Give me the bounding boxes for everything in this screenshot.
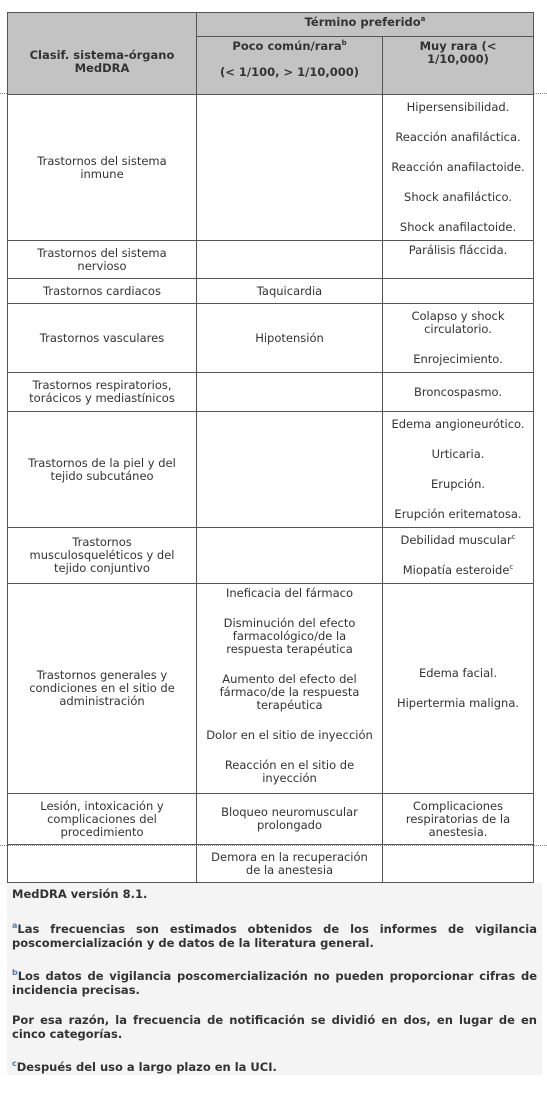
uncommon-cell xyxy=(197,845,383,883)
soc-cell: Trastornos del sistema inmune xyxy=(8,95,197,241)
term: Erupción eritematosa. xyxy=(394,507,522,521)
soc-cell xyxy=(8,845,197,883)
very-rare-cell xyxy=(383,95,534,241)
footnote-mark-c: c xyxy=(12,1058,17,1068)
uncommon-cell xyxy=(197,95,383,241)
soc-cell: Trastornos vasculares xyxy=(8,304,197,373)
term: Complicaciones respiratorias de la anestesia. xyxy=(405,798,511,839)
term: Debilidad muscular xyxy=(400,533,512,547)
uncommon-cell xyxy=(197,304,383,373)
term: Miopatía esteroide xyxy=(402,563,510,577)
header-soc xyxy=(8,13,197,95)
table-row xyxy=(8,528,534,584)
table-row xyxy=(8,845,534,883)
very-rare-cell xyxy=(383,528,534,584)
very-rare-cell xyxy=(383,845,534,883)
very-rare-cell xyxy=(383,241,534,279)
table-row xyxy=(8,304,534,373)
table-row xyxy=(8,95,534,241)
term: Enrojecimiento. xyxy=(413,352,503,366)
term: Demora en la recuperación de la anestesia xyxy=(211,849,368,877)
footnote-ref-c: c xyxy=(509,563,514,572)
uncommon-cell xyxy=(197,241,383,279)
footnotes xyxy=(7,883,542,1075)
term: Parálisis fláccida. xyxy=(408,243,508,257)
header-very-rare-label: Muy rara (< 1/10,000) xyxy=(419,39,497,66)
term: Taquicardia xyxy=(256,283,323,298)
term: Reacción anafiláctica. xyxy=(395,130,521,144)
footnote-a xyxy=(7,919,542,950)
term: Dolor en el sitio de inyección xyxy=(206,728,373,742)
footnote-reason: Por esa razón, la frecuencia de notificación se dividió en dos, en lugar de en cinco categorías. xyxy=(12,1012,537,1041)
soc-cell: Trastornos de la piel y del tejido subcutáneo xyxy=(8,412,197,528)
soc-cell: Trastornos cardiacos xyxy=(8,279,197,304)
header-uncommon-label: Poco común/rara xyxy=(232,39,342,53)
very-rare-cell xyxy=(383,412,534,528)
footnote-b xyxy=(7,966,542,997)
table-row xyxy=(8,241,534,279)
term: Ineficacia del fármaco xyxy=(225,586,354,600)
term: Bloqueo neuromuscular prolongado xyxy=(221,805,358,832)
uncommon-cell xyxy=(197,412,383,528)
footnote-ref-c: c xyxy=(511,533,516,542)
soc-cell: Trastornos del sistema nervioso xyxy=(8,241,197,279)
uncommon-cell xyxy=(197,794,383,845)
footnote-mark-b: b xyxy=(12,967,18,977)
term: Reacción anafilactoide. xyxy=(391,160,525,174)
header-very-rare xyxy=(383,37,534,95)
uncommon-cell xyxy=(197,279,383,304)
footnote-ref-a: a xyxy=(420,15,426,24)
soc-cell: Trastornos respiratorios, torácicos y mediastínicos xyxy=(8,373,197,412)
soc-cell: Trastornos generales y condiciones en el sitio de administración xyxy=(8,584,197,794)
table-row xyxy=(8,279,534,304)
term: Hipersensibilidad. xyxy=(406,100,510,114)
table-row xyxy=(8,373,534,412)
uncommon-cell xyxy=(197,528,383,584)
term: Edema facial. xyxy=(418,666,498,680)
uncommon-cell xyxy=(197,584,383,794)
table-row xyxy=(8,584,534,794)
footnote-c xyxy=(7,1057,542,1074)
adverse-reactions-table xyxy=(7,12,534,883)
term: Broncospasmo. xyxy=(413,384,503,399)
footnote-mark-a: a xyxy=(12,921,18,930)
very-rare-cell xyxy=(383,794,534,845)
very-rare-cell xyxy=(383,279,534,304)
very-rare-cell xyxy=(383,304,534,373)
header-uncommon xyxy=(197,37,383,95)
soc-cell: Lesión, intoxicación y complicaciones del procedimiento xyxy=(8,794,197,845)
uncommon-cell xyxy=(197,373,383,412)
very-rare-cell xyxy=(383,373,534,412)
footnote-c-text: Después del uso a largo plazo en la UCI. xyxy=(16,1059,277,1074)
term: Reacción en el sitio de inyección xyxy=(224,758,355,785)
term: Colapso y shock circulatorio. xyxy=(411,309,505,336)
table-row xyxy=(8,794,534,845)
header-uncommon-range: (< 1/100, > 1/10,000) xyxy=(220,65,359,79)
term: Erupción. xyxy=(430,477,486,491)
meddra-version: MedDRA versión 8.1. xyxy=(12,887,148,901)
term: Urticaria. xyxy=(431,447,485,461)
term: Edema angioneurótico. xyxy=(391,417,525,431)
table-row xyxy=(8,412,534,528)
term: Shock anafilactoide. xyxy=(399,220,517,234)
header-soc-label: Clasif. sistema-órgano MedDRA xyxy=(29,48,175,75)
footnote-a-text: Las frecuencias son estimados obtenidos de los informes de vigilancia poscomercialización y de datos de la literatura general. xyxy=(12,921,537,950)
soc-cell: Trastornos musculosqueléticos y del tejido conjuntivo xyxy=(8,528,197,584)
term: Hipotensión xyxy=(255,330,324,345)
term: Shock anafiláctico. xyxy=(404,190,512,204)
footnote-ref-b: b xyxy=(341,39,347,48)
header-preferred-term xyxy=(197,13,534,37)
header-preferred-term-label: Término preferido xyxy=(304,15,421,29)
term: Hipertermia maligna. xyxy=(396,696,520,710)
footnote-b-text: Los datos de vigilancia poscomercialización no pueden proporcionar cifras de incidencia precisas. xyxy=(12,968,537,997)
very-rare-cell xyxy=(383,584,534,794)
term: Aumento del efecto del fármaco/de la respuesta terapéutica xyxy=(219,672,360,712)
term: Disminución del efecto farmacológico/de la respuesta terapéutica xyxy=(223,616,356,656)
